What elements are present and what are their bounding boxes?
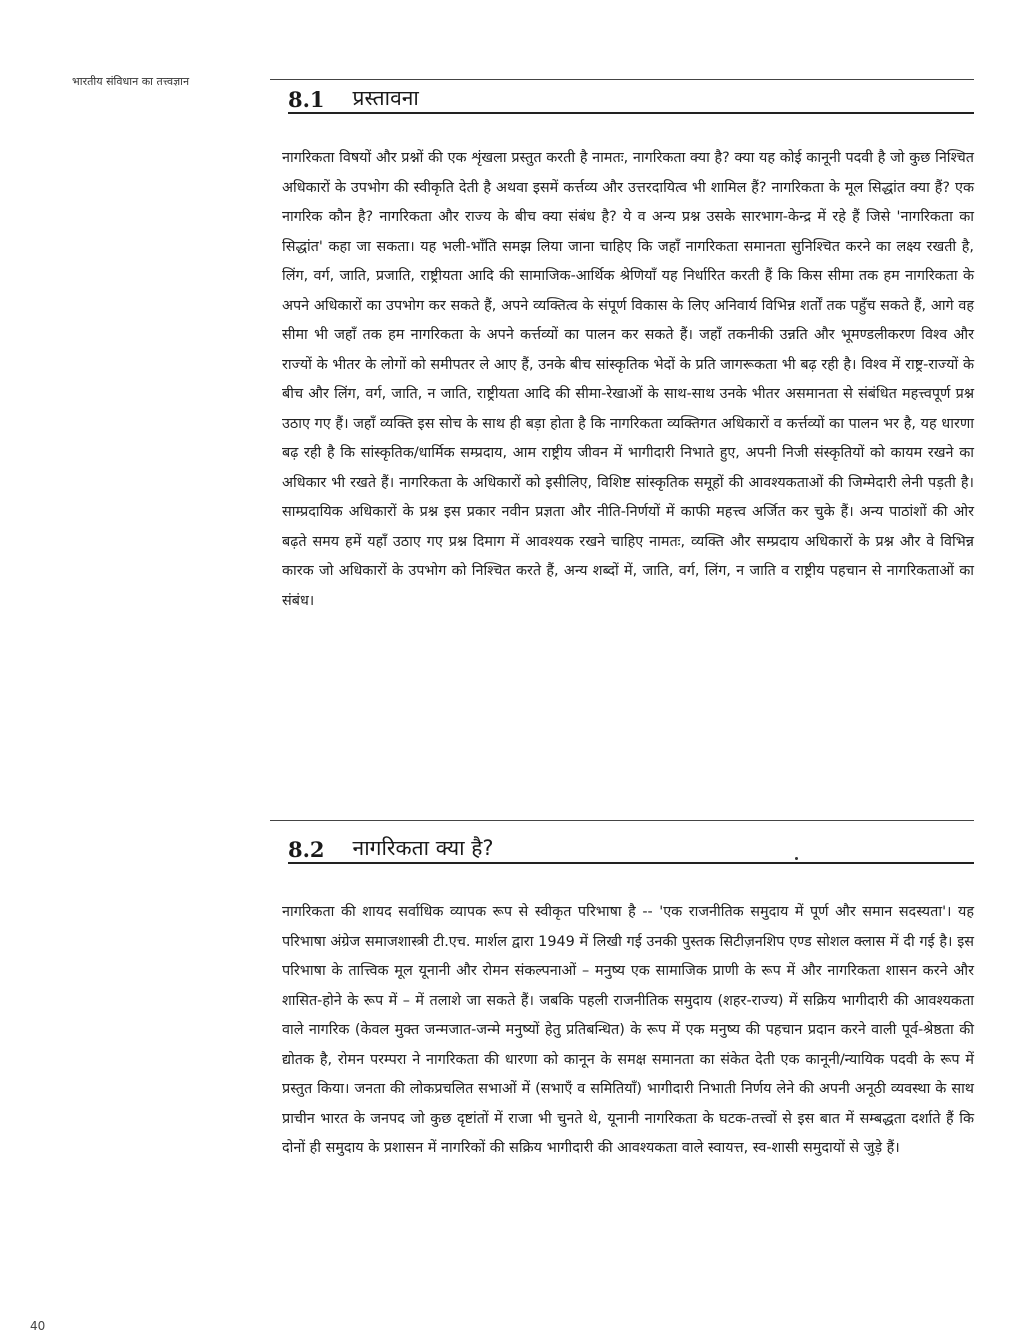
section-heading-8-1 <box>288 80 974 114</box>
stray-dot <box>795 857 798 860</box>
section-number: 8.1 <box>288 87 325 112</box>
section-number: 8.2 <box>288 837 325 862</box>
section-heading-8-2 <box>288 826 974 864</box>
section-title: प्रस्तावना <box>352 86 419 110</box>
section-rule <box>270 820 974 821</box>
section-title: नागरिकता क्या है? <box>352 836 494 860</box>
section-paragraph-citizenship: नागरिकता की शायद सर्वाधिक व्यापक रूप से स्वीकृत परिभाषा है -- 'एक राजनीतिक समुदाय में पूर्ण और समान सदस्यता'। यह परिभाषा अंग्रेज समाजशास्त्री टी.एच. मार्शल द्वारा 1949 में लिखी गई उनकी पुस्तक सिटीज़नशिप एण्ड सोशल क्लास में दी गई है। इस परिभाषा के तात्त्विक मूल यूनानी और रोमन संकल्पनाओं – मनुष्य एक सामाजिक प्राणी के रूप में और नागरिकता शासन करने और शासित-होने के रूप में – में तलाशे जा सकते हैं। जबकि पहली राजनीतिक समुदाय (शहर-राज्य) में सक्रिय भागीदारी की आवश्यकता वाले नागरिक (केवल मुक्त जन्मजात-जन्मे मनुष्यों हेतु प्रतिबन्धित) के रूप में एक मनुष्य की पहचान प्रदान करने वाली पूर्व-श्रेष्ठता की द्योतक है, रोमन परम्परा ने नागरिकता की धारणा को कानून के समक्ष समानता का संकेत देती एक कानूनी/न्यायिक पदवी के रूप में प्रस्तुत किया। जनता की लोकप्रचलित सभाओं में (सभाएँ व समितियाँ) भागीदारी निभाती निर्णय लेने की अपनी अनूठी व्यवस्था के साथ प्राचीन भारत के जनपद जो कुछ दृष्टांतों में राजा भी चुनते थे, यूनानी नागरिकता के घटक-तत्त्वों से इस बात में सम्बद्धता दर्शाते हैं कि दोनों ही समुदाय के प्रशासन में नागरिकों की सक्रिय भागीदारी की आवश्यकता वाले स्वायत्त, स्व-शासी समुदायों से जुड़े हैं। <box>282 904 974 1156</box>
page-number: 40 <box>30 1319 46 1333</box>
section-paragraph-intro: नागरिकता विषयों और प्रश्नों की एक शृंखला प्रस्तुत करती है नामतः, नागरिकता क्या है? क्या यह कोई कानूनी पदवी है जो कुछ निश्चित अधिकारों के उपभोग की स्वीकृति देती है अथवा इसमें कर्त्तव्य और उत्तरदायित्व भी शामिल हैं? नागरिकता के मूल सिद्धांत क्या हैं? एक नागरिक कौन है? नागरिकता और राज्य के बीच क्या संबंध है? ये व अन्य प्रश्न उसके सारभाग-केन्द्र में रहे हैं जिसे 'नागरिकता का सिद्धांत' कहा जा सकता। यह भली-भाँति समझ लिया जाना चाहिए कि जहाँ नागरिकता समानता सुनिश्चित करने का लक्ष्य रखती है, लिंग, वर्ग, जाति, प्रजाति, राष्ट्रीयता आदि की सामाजिक-आर्थिक श्रेणियाँ यह निर्धारित करती हैं कि किस सीमा तक हम नागरिकता के अपने अधिकारों का उपभोग कर सकते हैं, अपने व्यक्तित्व के संपूर्ण विकास के लिए अनिवार्य विभिन्न शर्तों तक पहुँच सकते हैं, आगे वह सीमा भी जहाँ तक हम नागरिकता के अपने कर्त्तव्यों का पालन कर सकते हैं। जहाँ तकनीकी उन्नति और भूमण्डलीकरण विश्व और राज्यों के भीतर के लोगों को समीपतर ले आए हैं, उनके बीच सांस्कृतिक भेदों के प्रति जागरूकता भी बढ़ रही है। विश्व में राष्ट्र-राज्यों के बीच और लिंग, वर्ग, जाति, न जाति, राष्ट्रीयता आदि की सीमा-रेखाओं के साथ-साथ उनके भीतर असमानता से संबंधित महत्त्वपूर्ण प्रश्न उठाए गए हैं। जहाँ व्यक्ति इस सोच के साथ ही बड़ा होता है कि नागरिकता व्यक्तिगत अधिकारों व कर्त्तव्यों का पालन भर है, यह धारणा बढ़ रही है कि सांस्कृतिक/धार्मिक सम्प्रदाय, आम राष्ट्रीय जीवन में भागीदारी निभाते हुए, अपनी निजी संस्कृतियों को कायम रखने का अधिकार भी रखते हैं। नागरिकता के अधिकारों को इसीलिए, विशिष्ट सांस्कृतिक समूहों की आवश्यकताओं की जिम्मेदारी लेनी पड़ती है। साम्प्रदायिक अधिकारों के प्रश्न इस प्रकार नवीन प्रज्ञता और नीति-निर्णयों में काफी महत्त्व अर्जित कर चुके हैं। अन्य पाठांशों की ओर बढ़ते समय हमें यहाँ उठाए गए प्रश्न दिमाग में आवश्यक रखने चाहिए नामतः, व्यक्ति और सम्प्रदाय अधिकारों के प्रश्न और वे विभिन्न कारक जो अधिकारों के उपभोग को निश्चित करते हैं, अन्य शब्दों में, जाति, वर्ग, लिंग, न जाति व राष्ट्रीय पहचान से नागरिकताओं का संबंध। <box>282 150 974 609</box>
running-head: भारतीय संविधान का तत्त्वज्ञान <box>72 75 190 88</box>
